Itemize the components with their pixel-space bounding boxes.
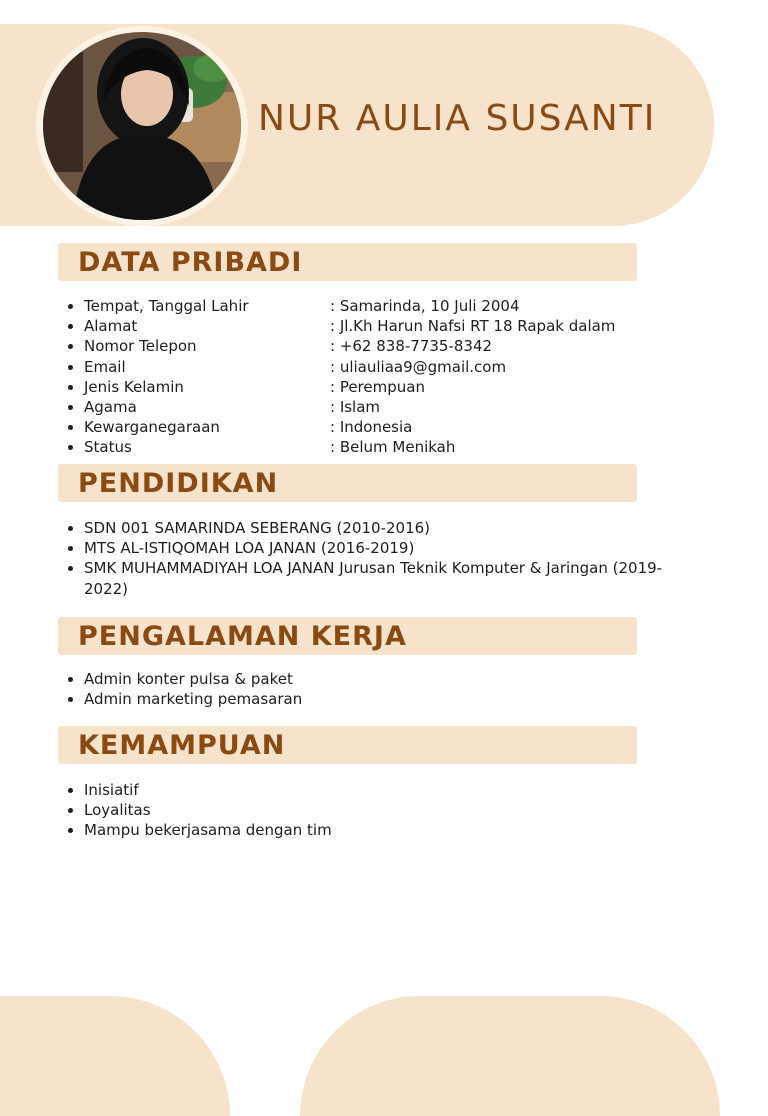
- profile-photo: [43, 32, 241, 220]
- list-item: SDN 001 SAMARINDA SEBERANG (2010-2016): [64, 518, 664, 538]
- field-value: : Islam: [330, 398, 381, 417]
- section-title: KEMAMPUAN: [78, 730, 286, 761]
- field-label: Email: [84, 357, 126, 376]
- field-value: : Belum Menikah: [330, 438, 456, 457]
- list-item: Admin konter pulsa & paket: [64, 669, 302, 689]
- field-value: : +62 838-7735-8342: [330, 337, 493, 356]
- skills-list: [64, 780, 332, 841]
- list-item: MTS AL-ISTIQOMAH LOA JANAN (2016-2019): [64, 538, 664, 558]
- list-item: [64, 397, 615, 417]
- section-data-pribadi: [58, 243, 637, 281]
- list-item: Inisiatif: [64, 780, 332, 800]
- field-value: : uliauliaa9@gmail.com: [330, 357, 507, 376]
- education-list: [64, 518, 664, 599]
- list-item: [64, 336, 615, 356]
- list-item: Admin marketing pemasaran: [64, 689, 302, 709]
- profile-photo-image: [43, 32, 241, 220]
- field-value: : Indonesia: [330, 418, 413, 437]
- section-pengalaman-kerja: [58, 617, 637, 655]
- field-label: Nomor Telepon: [84, 337, 197, 356]
- field-value: : Jl.Kh Harun Nafsi RT 18 Rapak dalam: [330, 317, 616, 336]
- section-pendidikan: [58, 464, 637, 502]
- field-label: Jenis Kelamin: [84, 377, 184, 396]
- footer-shape-right: [300, 996, 720, 1116]
- field-label: Alamat: [84, 317, 138, 336]
- field-label: Status: [84, 438, 132, 457]
- field-label: Kewarganegaraan: [84, 418, 220, 437]
- list-item: SMK MUHAMMADIYAH LOA JANAN Jurusan Teknik Komputer & Jaringan (2019-2022): [64, 558, 664, 598]
- field-label: Agama: [84, 398, 137, 417]
- personal-data-list: [64, 296, 615, 458]
- section-title: DATA PRIBADI: [78, 247, 303, 278]
- field-value: : Samarinda, 10 Juli 2004: [330, 297, 520, 315]
- list-item: [64, 357, 615, 377]
- work-experience-list: [64, 669, 302, 709]
- list-item: Loyalitas: [64, 800, 332, 820]
- footer-shape-left: [0, 996, 230, 1116]
- field-label: Tempat, Tanggal Lahir: [84, 297, 249, 315]
- section-title: PENDIDIKAN: [78, 468, 279, 499]
- list-item: [64, 377, 615, 397]
- person-name: NUR AULIA SUSANTI: [258, 98, 657, 139]
- field-value: : Perempuan: [330, 377, 425, 396]
- section-kemampuan: [58, 726, 637, 764]
- list-item: [64, 417, 615, 437]
- list-item: Mampu bekerjasama dengan tim: [64, 820, 332, 840]
- section-title: PENGALAMAN KERJA: [78, 621, 407, 652]
- list-item: [64, 296, 615, 316]
- list-item: [64, 437, 615, 457]
- list-item: [64, 316, 615, 336]
